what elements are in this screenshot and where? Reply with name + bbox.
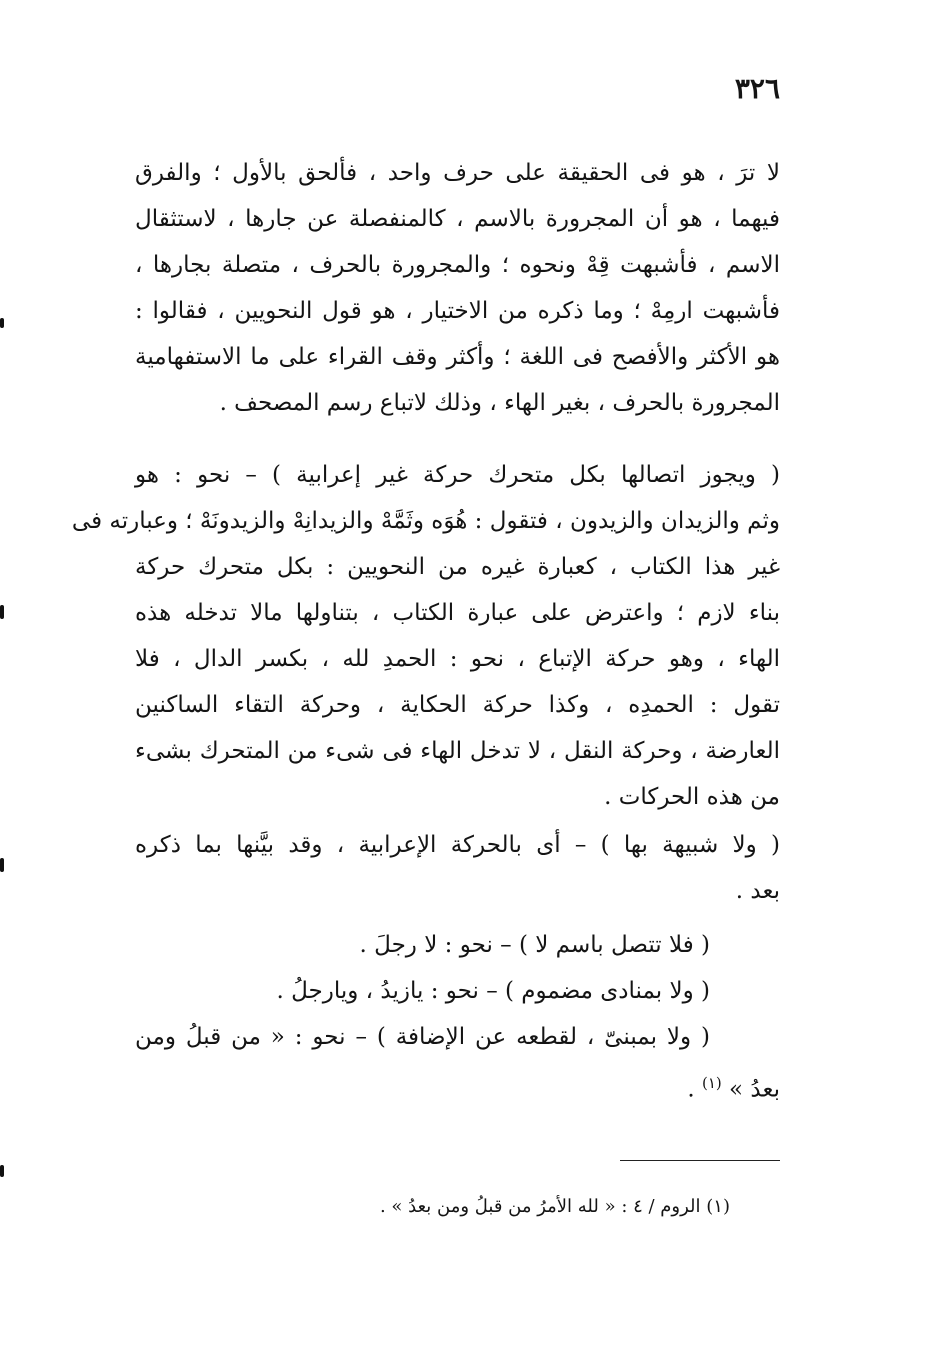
text-line: بناء لازم ؛ واعترض على عبارة الكتاب ، بتناولها مالا تدخله هذه xyxy=(135,600,780,626)
paragraph-2 xyxy=(71,452,780,820)
footnote: (١) الروم / ٤ : « لله الأمرُ من قبلُ ومن بعدُ » . xyxy=(379,1196,730,1217)
text-line: ( ولا بمنادى مضموم ) – نحو : يازيدُ ، ويارجلُ . xyxy=(276,978,710,1004)
text-line: الاسم ، فأشبهت قِهْ ونحوه ؛ والمجرورة بالحرف ، متصلة بجارها ، xyxy=(135,252,780,278)
paragraph-3 xyxy=(135,822,780,914)
text-line: غير هذا الكتاب ، كعبارة غيره من النحويين : بكل متحرك حركة xyxy=(135,554,780,580)
text-line: من هذه الحركات . xyxy=(604,784,780,810)
text-line: المجرورة بالحرف ، بغير الهاء ، وذلك لاتباع رسم المصحف . xyxy=(219,390,780,416)
scan-edge-mark xyxy=(0,605,4,619)
scan-edge-mark xyxy=(0,318,4,328)
text-line: فيهما ، هو أن المجرورة بالاسم ، كالمنفصلة عن جارها ، لاستثقال xyxy=(135,206,780,232)
text-line: تقول : الحمدِه ، وكذا حركة الحكاية ، وحركة التقاء الساكنين xyxy=(135,692,780,718)
text-line: ( فلا تتصل باسم لا ) – نحو : لا رجلَ . xyxy=(359,932,710,958)
text-line: هو الأكثر والأفصح فى اللغة ؛ وأكثر وقف القراء على ما الاستفهامية xyxy=(135,344,780,370)
text-line: العارضة ، وحركة النقل ، لا تدخل الهاء فى شىء من المتحرك بشىء xyxy=(135,738,780,764)
paragraph-4 xyxy=(135,922,780,1113)
paragraph-1 xyxy=(135,150,780,426)
footnote-reference[interactable]: (١) xyxy=(701,1074,722,1092)
text-fragment: بعدُ » xyxy=(729,1076,780,1103)
text-line: وثم والزيدان والزيدون ، فتقول : هُوَه وثَمَّهْ والزيدانِهْ والزيدونَهْ ؛ وعبارته فى xyxy=(71,508,780,534)
text-line: فأشبهت ارمِهْ ؛ وما ذكره من الاختيار ، هو قول النحويين ، فقالوا : xyxy=(135,298,780,324)
text-line: لا ترَ ، هو فى الحقيقة على حرف واحد ، فألحق بالأول ؛ والفرق xyxy=(135,160,780,186)
text-line xyxy=(135,1060,780,1113)
scan-edge-mark xyxy=(0,1165,4,1177)
footnote-divider xyxy=(620,1160,780,1161)
text-line: ( ولا بمبنىّ ، لقطعه عن الإضافة ) – نحو : « من قبلُ ومن xyxy=(135,1024,710,1050)
page-number: ٣٢٦ xyxy=(734,72,780,105)
scan-edge-mark xyxy=(0,858,4,872)
text-line: الهاء ، وهو حركة الإتباع ، نحو : الحمدِ لله ، بكسر الدال ، فلا xyxy=(135,646,780,672)
text-line: ( ولا شبيهة بها ) – أى بالحركة الإعرابية ، وقد بيَّنها بما ذكره xyxy=(135,832,780,858)
text-fragment: . xyxy=(687,1076,695,1103)
text-line: بعد . xyxy=(735,878,780,904)
text-line: ( ويجوز اتصالها بكل متحرك حركة غير إعرابية ) – نحو : هو xyxy=(135,462,780,488)
